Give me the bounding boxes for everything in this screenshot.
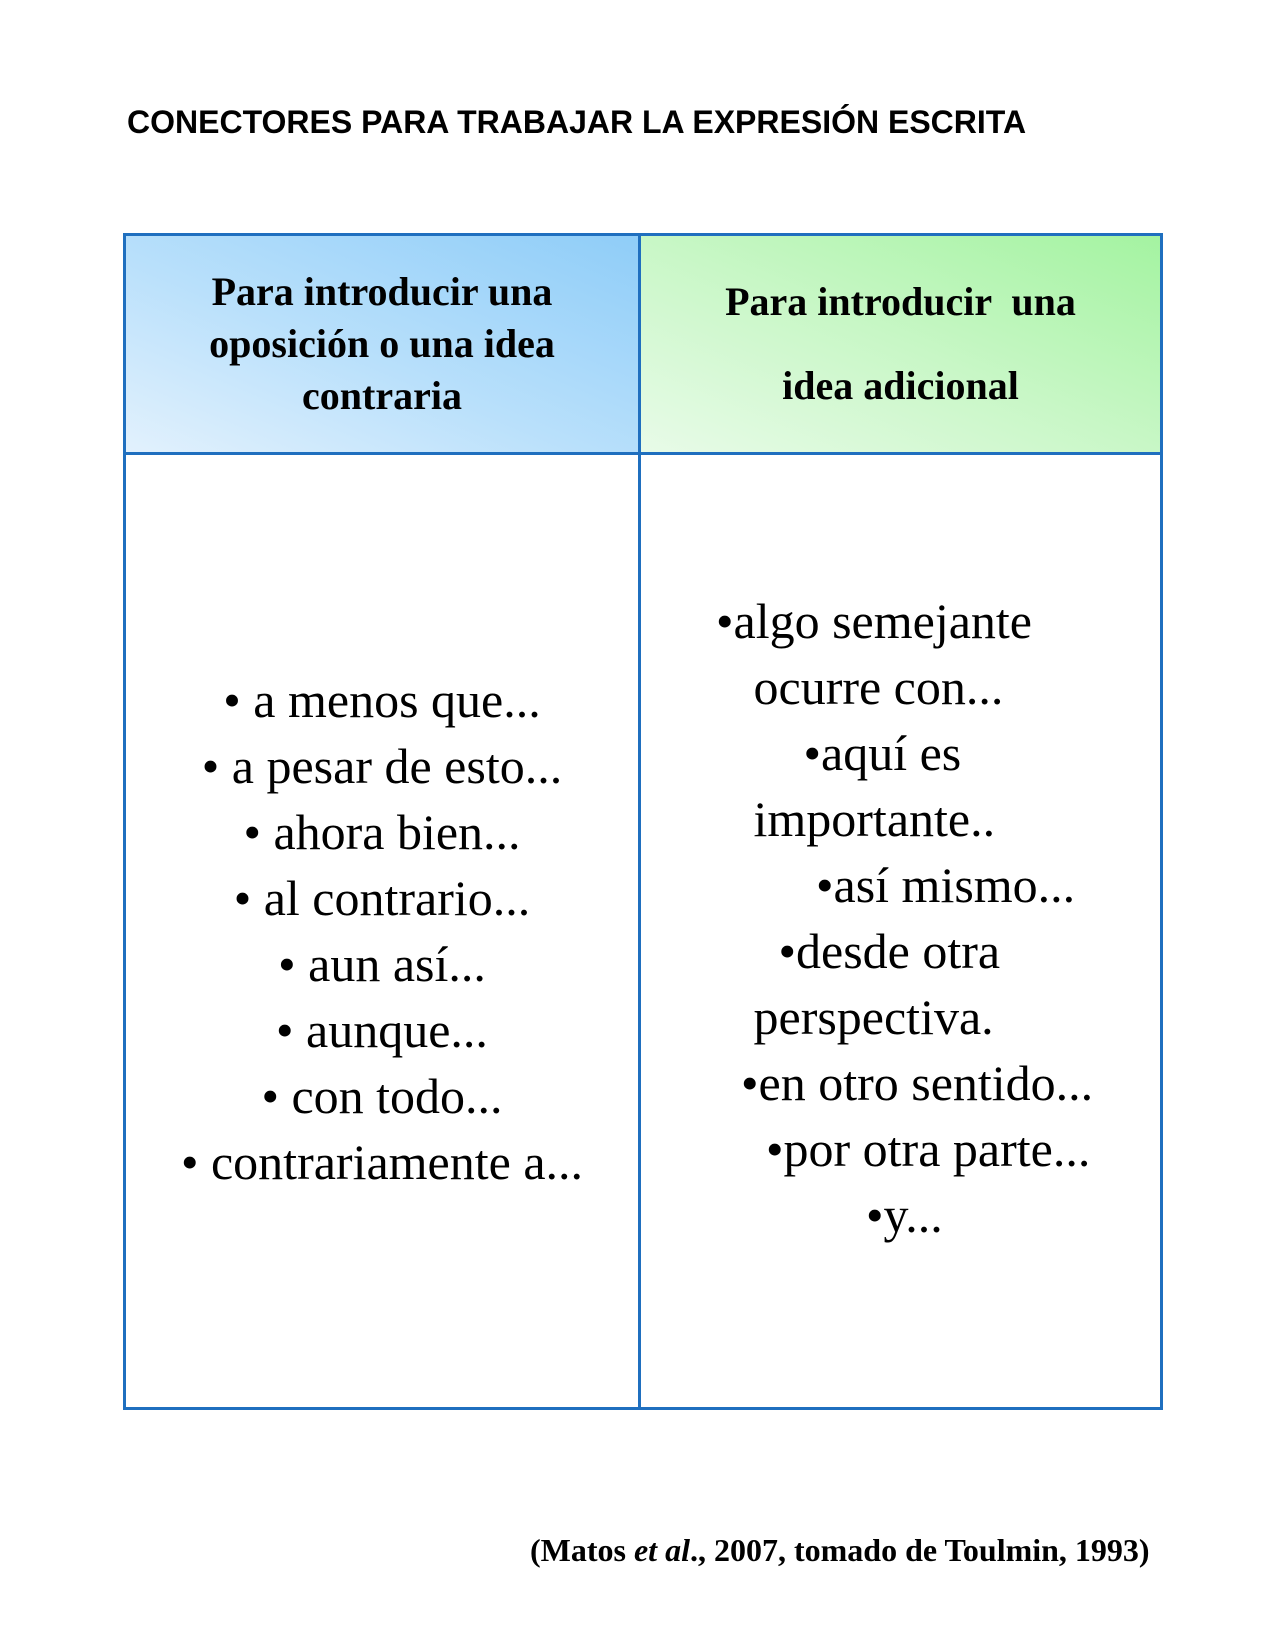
list-item: • aun así...: [278, 936, 486, 992]
list-item: • ahora bien...: [243, 804, 521, 860]
list-item: • con todo...: [261, 1068, 503, 1124]
additional-connectors-cell: [641, 455, 1160, 1407]
list-item: importante..: [641, 791, 996, 847]
citation-suffix: ., 2007, tomado de Toulmin, 1993): [689, 1532, 1150, 1568]
list-item: perspectiva.: [641, 989, 994, 1045]
list-item: •por otra parte...: [641, 1121, 1091, 1177]
list-item: • aunque...: [276, 1002, 488, 1058]
list-item: • al contrario...: [233, 870, 531, 926]
header-additional: [641, 236, 1160, 452]
citation-prefix: (Matos: [530, 1532, 634, 1568]
connectors-table: [123, 233, 1163, 1410]
header-opposition-label: Para introducir una oposición o una idea contraria: [209, 269, 555, 418]
page-title: CONECTORES PARA TRABAJAR LA EXPRESIÓN ESCRITA: [127, 104, 1027, 140]
citation-italic: et al: [633, 1532, 690, 1568]
list-item: ocurre con...: [641, 659, 1004, 715]
list-item: • a pesar de esto...: [201, 738, 563, 794]
header-opposition: [126, 236, 638, 452]
opposition-connectors-cell: [126, 455, 638, 1407]
additional-connectors-list: [641, 588, 1093, 1248]
opposition-connectors-list: [181, 667, 583, 1195]
list-item: •desde otra: [641, 923, 1001, 979]
list-item: •en otro sentido...: [641, 1055, 1094, 1111]
list-item: •así mismo...: [641, 857, 1076, 913]
list-item: • a menos que...: [223, 672, 541, 728]
list-item: •y...: [641, 1187, 943, 1243]
header-additional-label: Para introducir una idea adicional: [725, 279, 1076, 408]
list-item: •algo semejante: [641, 593, 1032, 649]
list-item: •aquí es: [641, 725, 962, 781]
citation: [530, 1532, 1150, 1569]
list-item: • contrariamente a...: [180, 1134, 584, 1190]
